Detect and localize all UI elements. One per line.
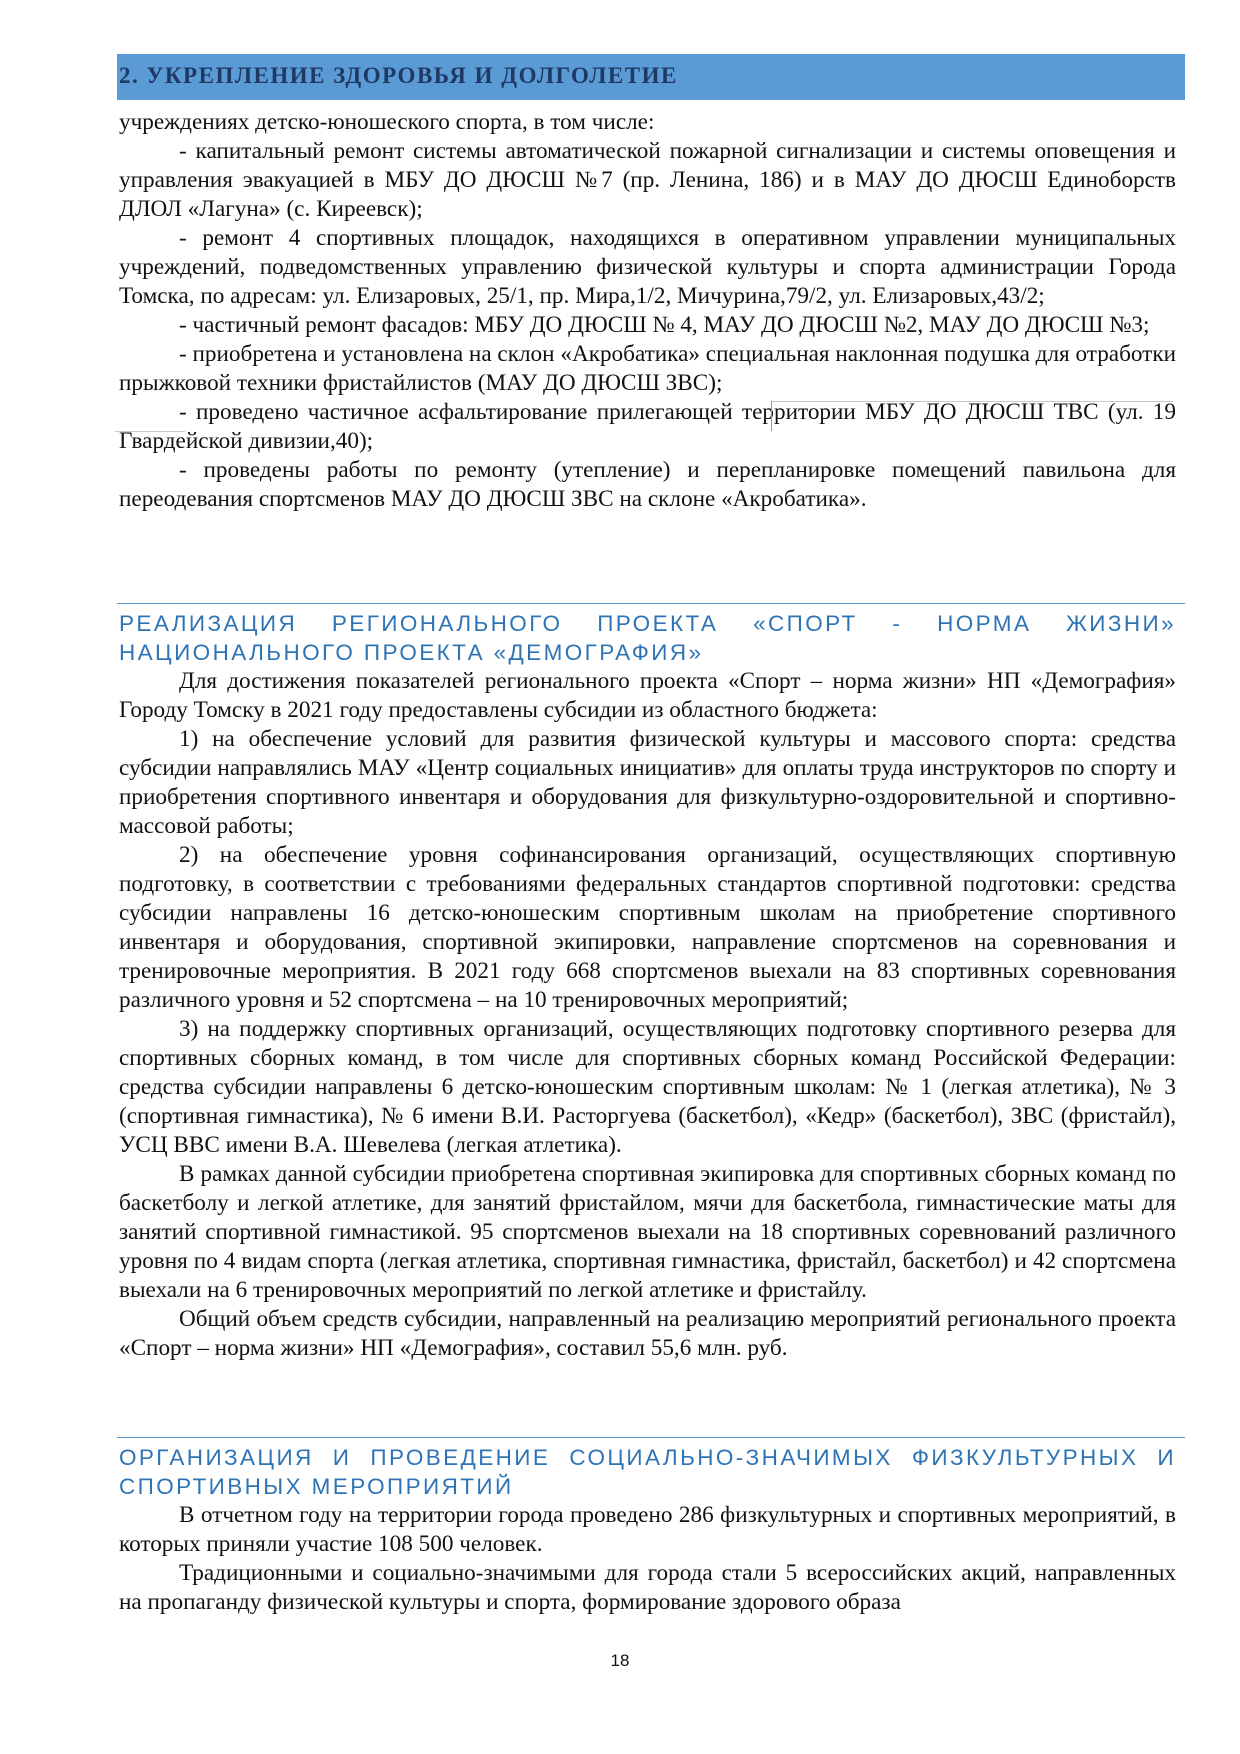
- section-social-events-text: [119, 1501, 1176, 1617]
- section-title-regional-project: РЕАЛИЗАЦИЯ РЕГИОНАЛЬНОГО ПРОЕКТА «СПОРТ - НОРМА ЖИЗНИ» НАЦИОНАЛЬНОГО ПРОЕКТА «ДЕМОГРАФИЯ»: [119, 611, 1176, 665]
- section-title-social-events: ОРГАНИЗАЦИЯ И ПРОВЕДЕНИЕ СОЦИАЛЬНО-ЗНАЧИМЫХ ФИЗКУЛЬТУРНЫХ И СПОРТИВНЫХ МЕРОПРИЯТИЙ: [119, 1445, 1176, 1499]
- paragraph: 1) на обеспечение условий для развития физической культуры и массового спорта: средства субсидии направлялись МАУ «Центр социальных инициатив» для оплаты труда инструкторов по спорту и приобретения спортивного инвентаря и оборудования для физкультурно-оздоровительной и спортивно-массовой работы;: [119, 726, 1176, 839]
- paragraph: 3) на поддержку спортивных организаций, осуществляющих подготовку спортивного резерва для спортивных сборных команд, в том числе для спортивных сборных команд Российской Федерации: средства субсидии направлены 6 детско-юношеским спортивным школам: № 1 (легкая атлетика), № 3 (спортивная гимнастика), № 6 имени В.И. Расторгуева (баскетбол), «Кедр» (баскетбол), ЗВС (фристайл), УСЦ ВВС имени В.А. Шевелева (легкая атлетика).: [119, 1016, 1176, 1158]
- list-item: - проведено частичное асфальтирование прилегающей территории МБУ ДО ДЮСШ ТВС (ул. 19 Гвардейской дивизии,40);: [119, 399, 1176, 454]
- list-item: - проведены работы по ремонту (утепление) и перепланировке помещений павильона для переодевания спортсменов МАУ ДО ДЮСШ ЗВС на склоне «Акробатика».: [119, 457, 1176, 512]
- chapter-title: 2. УКРЕПЛЕНИЕ ЗДОРОВЬЯ И ДОЛГОЛЕТИЕ: [119, 63, 678, 88]
- comment-range-line: [771, 401, 1173, 402]
- paragraph: учреждениях детско-юношеского спорта, в том числе:: [119, 109, 655, 135]
- paragraph: Общий объем средств субсидии, направленный на реализацию мероприятий регионального проекта «Спорт – норма жизни» НП «Демография», составил 55,6 млн. руб.: [119, 1306, 1176, 1361]
- section-divider: [117, 1437, 1185, 1438]
- paragraph: Для достижения показателей регионального проекта «Спорт – норма жизни» НП «Демография» Городу Томску в 2021 году предоставлены субсидии из областного бюджета:: [119, 668, 1176, 723]
- list-item: - приобретена и установлена на склон «Акробатика» специальная наклонная подушка для отработки прыжковой техники фристайлистов (МАУ ДО ДЮСШ ЗВС);: [119, 341, 1176, 396]
- section-divider: [117, 603, 1185, 604]
- section-regional-project-text: [119, 667, 1176, 1363]
- paragraph: 2) на обеспечение уровня софинансирования организаций, осуществляющих спортивную подготовку, в соответствии с требованиями федеральных стандартов спортивной подготовки: средства субсидии направлены 16 детско-юношеским спортивным школам на приобретение спортивного инвентаря и оборудования, спортивной экипировки, направление спортсменов на соревнования и тренировочные мероприятия. В 2021 году 668 спортсменов выехали на 83 спортивных соревнования различного уровня и 52 спортсмена – на 10 тренировочных мероприятий;: [119, 842, 1176, 1013]
- comment-anchor-line: [115, 431, 185, 432]
- comment-range-marker: [771, 401, 772, 431]
- paragraph: В рамках данной субсидии приобретена спортивная экипировка для спортивных сборных команд по баскетболу и легкой атлетике, для занятий фристайлом, мячи для баскетбола, гимнастические маты для занятий спортивной гимнастикой. 95 спортсменов выехали на 18 спортивных соревнований различного уровня по 4 видам спорта (легкая атлетика, спортивная гимнастика, фристайл, баскетбол) и 42 спортсмена выехали на 6 тренировочных мероприятий по легкой атлетике и фристайлу.: [119, 1161, 1176, 1303]
- list-item: - капитальный ремонт системы автоматической пожарной сигнализации и системы оповещения и управления эвакуацией в МБУ ДО ДЮСШ №7 (пр. Ленина, 186) и в МАУ ДО ДЮСШ Единоборств ДЛОЛ «Лагуна» (с. Киреевск);: [119, 138, 1176, 222]
- list-item: - ремонт 4 спортивных площадок, находящихся в оперативном управлении муниципальных учреждений, подведомственных управлению физической культуры и спорта администрации Города Томска, по адресам: ул. Елизаровых, 25/1, пр. Мира,1/2, Мичурина,79/2, ул. Елизаровых,43/2;: [119, 225, 1176, 309]
- paragraph: В отчетном году на территории города проведено 286 физкультурных и спортивных мероприятий, в которых приняли участие 108 500 человек.: [119, 1502, 1176, 1557]
- page-number: 18: [610, 1651, 630, 1670]
- list-item: - частичный ремонт фасадов: МБУ ДО ДЮСШ № 4, МАУ ДО ДЮСШ №2, МАУ ДО ДЮСШ №3;: [179, 312, 1150, 338]
- chapter-header-band: [117, 54, 1185, 100]
- paragraph: Традиционными и социально-значимыми для города стали 5 всероссийских акций, направленных на пропаганду физической культуры и спорта, формирование здорового образа: [119, 1560, 1176, 1615]
- intro-text-block: [119, 108, 1176, 514]
